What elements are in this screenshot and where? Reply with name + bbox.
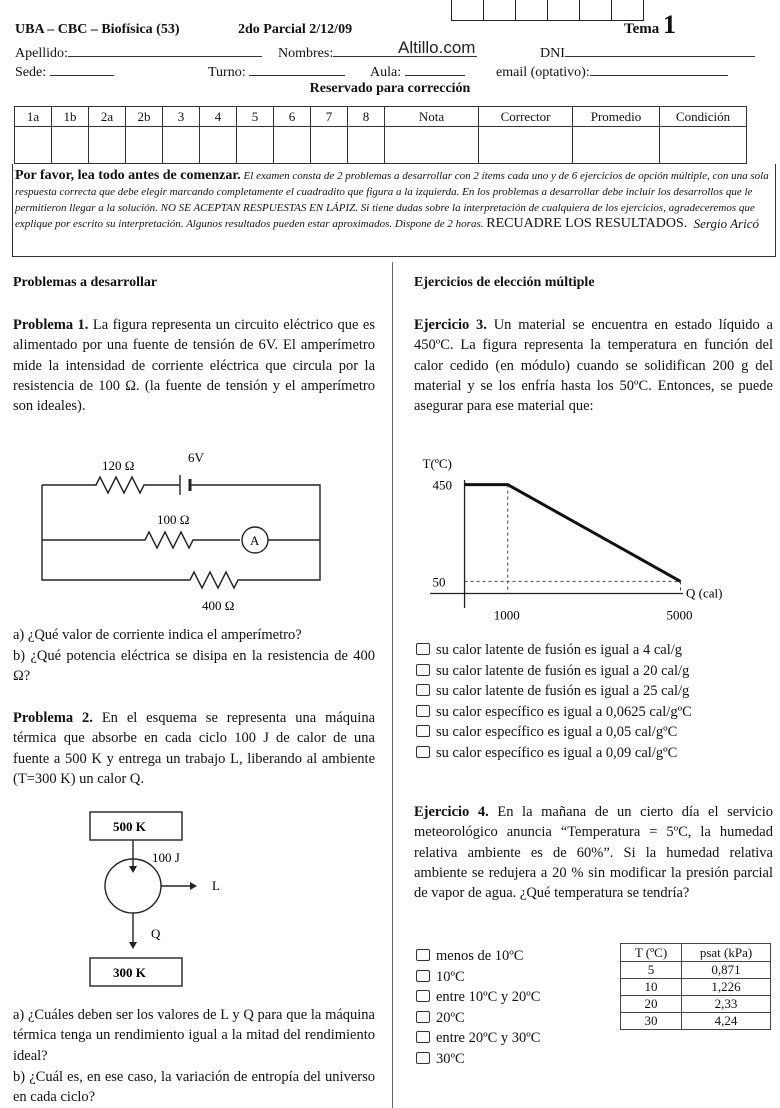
- option-label: menos de 10ºC: [436, 948, 524, 964]
- grade-col-promedio: Promedio: [573, 107, 660, 127]
- r1-label: 120 Ω: [102, 458, 135, 473]
- x-tick-label: 1000: [493, 607, 520, 620]
- cell: 1,226: [682, 979, 771, 996]
- tema-label: [624, 10, 676, 40]
- turno-field[interactable]: [208, 63, 345, 81]
- option-label: entre 20ºC y 30ºC: [436, 1030, 541, 1046]
- problem-2-label: Problema 2.: [13, 710, 93, 726]
- checkbox[interactable]: [416, 664, 430, 676]
- option-label: su calor específico es igual a 0,05 cal/gºC: [436, 724, 678, 740]
- col-psat: psat (kPa): [682, 944, 771, 962]
- problem-1-body: La figura representa un circuito eléctrico que es alimentado por una fuente de tensión de 6V. El amperímetro mide la intensidad de corriente eléctrica que circula por la resistencia de 100 Ω. (la fuente de tensión y el amperímetro son ideales).: [13, 317, 375, 415]
- e4-option-3[interactable]: [416, 987, 540, 1008]
- problem-2-body: En el esquema se representa una máquina térmica que absorbe en cada ciclo 100 J de calor de una fuente a 500 K y entrega un trabajo L, liberando al ambiente (T=300 K) un calor Q.: [13, 710, 375, 787]
- email-field[interactable]: [496, 63, 728, 81]
- grade-col-5: 5: [237, 107, 274, 127]
- heat-out-label: Q: [151, 926, 161, 941]
- instructions-body: El examen consta de 2 problemas a desarrollar con 2 ítems cada uno y de 6 ejercicios de opción múltiple, con una sola respuesta correcta que debe elegir marcando completamente el cuadradito que figura a la izquierda. En los problemas a desarrollar debe incluir los desarrollos que le permitieron llegar a la solución. NO SE ACEPTAN RESPUESTAS EN LÁPIZ. Si tiene dudas sobre la interpretación de cualquiera de los ejercicios, agradeceremos que explique por escrito su interpretación. Algunos resultados pueden estar aproximados. Dispone de 2 horas.: [15, 170, 769, 230]
- e4-option-5[interactable]: [416, 1028, 540, 1049]
- grades-header-row: [15, 107, 747, 127]
- cell: 10: [621, 979, 682, 996]
- col-temperature: T (ºC): [621, 944, 682, 962]
- checkbox[interactable]: [416, 746, 430, 758]
- e4-option-2[interactable]: [416, 967, 540, 988]
- grades-entry-row[interactable]: [15, 127, 747, 164]
- instructions-caps: RECUADRE LOS RESULTADOS.: [486, 216, 688, 231]
- e4-option-6[interactable]: [416, 1049, 540, 1070]
- e3-option-3[interactable]: [416, 681, 692, 702]
- column-divider: [392, 262, 393, 1108]
- table-row: [621, 996, 771, 1013]
- turno-label: Turno:: [208, 65, 246, 80]
- circuit-diagram: [30, 445, 330, 615]
- checkbox[interactable]: [416, 643, 430, 655]
- grade-col-2a: 2a: [89, 107, 126, 127]
- aula-field[interactable]: [370, 63, 465, 81]
- exam-date: 2do Parcial 2/12/09: [238, 22, 353, 37]
- email-label: email (optativo):: [496, 65, 590, 80]
- apellido-label: Apellido:: [15, 46, 68, 61]
- exercise-4-options: [416, 946, 540, 1069]
- problem-1-text: [13, 315, 375, 416]
- exercise-3-body: Un material se encuentra en estado líquido a 450ºC. La figura representa la temperatura en función del calor cedido (en módulo) cuando se solidifican 200 g del material y se los enfría hasta los 50ºC. Entonces, se puede asegurar para ese material que:: [414, 317, 773, 415]
- dni-field[interactable]: [540, 44, 755, 62]
- x-axis-label: Q (cal): [686, 585, 723, 601]
- e4-option-1[interactable]: [416, 946, 540, 967]
- e3-option-6[interactable]: [416, 743, 692, 764]
- exercise-4-body: En la mañana de un cierto día el servicio meteorológico anuncia “Temperatura = 5ºC, la humedad relativa ambiente es de 60%”. Si la humedad relativa ambiente se redujera a 20 % sin modificar la presión parcial de vapor de agua. ¿Qué temperatura se tendría?: [414, 804, 773, 902]
- x-tick-label: 5000: [666, 607, 693, 620]
- option-label: su calor latente de fusión es igual a 20 cal/g: [436, 662, 690, 679]
- r3-label: 400 Ω: [202, 598, 235, 613]
- e3-option-4[interactable]: [416, 702, 692, 723]
- y-axis-label: T(ºC): [422, 456, 452, 471]
- grade-col-6: 6: [274, 107, 311, 127]
- course-title: UBA – CBC – Biofísica (53): [15, 22, 180, 37]
- right-section-title: Ejercicios de elección múltiple: [414, 275, 595, 290]
- student-id-boxes[interactable]: [452, 0, 644, 20]
- checkbox[interactable]: [416, 970, 430, 982]
- cell: 20: [621, 996, 682, 1013]
- tema-number: 1: [663, 10, 677, 39]
- sede-field[interactable]: [15, 63, 114, 81]
- series-line: [465, 485, 681, 582]
- temperature-heat-chart: [410, 450, 740, 620]
- problem-1-question-a: a) ¿Qué valor de corriente indica el amperímetro?: [13, 627, 302, 643]
- checkbox[interactable]: [416, 1031, 430, 1043]
- cell: 0,871: [682, 962, 771, 979]
- grade-col-4: 4: [200, 107, 237, 127]
- problem-2-text: [13, 708, 375, 789]
- exercise-4-text: [414, 802, 773, 903]
- checkbox[interactable]: [416, 949, 430, 961]
- dni-label: DNI: [540, 46, 565, 61]
- tema-text: Tema: [624, 21, 660, 37]
- left-section-title: Problemas a desarrollar: [13, 275, 158, 290]
- cell: 30: [621, 1013, 682, 1030]
- problem-2-question-a: a) ¿Cuáles deben ser los valores de L y Q para que la máquina térmica tenga un rendimiento igual a la mitad del rendimiento ideal?: [13, 1007, 375, 1064]
- voltage-label: 6V: [188, 450, 204, 465]
- ammeter-label: A: [250, 533, 260, 548]
- checkbox[interactable]: [416, 1052, 430, 1064]
- cell: 5: [621, 962, 682, 979]
- option-label: 20ºC: [436, 1009, 465, 1026]
- instructions-lead: Por favor, lea todo antes de comenzar.: [15, 168, 241, 183]
- grade-col-1b: 1b: [52, 107, 89, 127]
- watermark-text: Altillo.com: [398, 38, 476, 57]
- grades-table: [14, 106, 747, 164]
- option-label: 10ºC: [436, 968, 465, 985]
- sede-label: Sede:: [15, 65, 47, 80]
- table-row: [621, 979, 771, 996]
- cell: 2,33: [682, 996, 771, 1013]
- option-label: su calor latente de fusión es igual a 25 cal/g: [436, 683, 690, 699]
- checkbox[interactable]: [416, 725, 430, 737]
- grade-col-3: 3: [163, 107, 200, 127]
- grade-col-1a: 1a: [15, 107, 52, 127]
- exercise-3-text: [414, 315, 773, 416]
- checkbox[interactable]: [416, 705, 430, 717]
- hot-source-label: 500 K: [113, 819, 146, 834]
- grade-col-nota: Nota: [385, 107, 479, 127]
- grade-col-8: 8: [348, 107, 385, 127]
- y-tick-label: 50: [432, 574, 446, 590]
- option-label: su calor latente de fusión es igual a 4 cal/g: [436, 642, 683, 658]
- grade-col-condicion: Condición: [660, 107, 747, 127]
- option-label: 30ºC: [436, 1050, 465, 1067]
- checkbox[interactable]: [416, 990, 430, 1002]
- exercise-3-label: Ejercicio 3.: [414, 317, 487, 333]
- vapor-pressure-table: [620, 943, 771, 1030]
- e3-option-5[interactable]: [416, 722, 692, 743]
- e3-option-1[interactable]: [416, 640, 692, 661]
- heat-in-label: 100 J: [152, 850, 180, 865]
- exercise-4-label: Ejercicio 4.: [414, 804, 489, 820]
- grade-col-7: 7: [311, 107, 348, 127]
- table-header-row: [621, 944, 771, 962]
- option-label: entre 10ºC y 20ºC: [436, 989, 541, 1005]
- r2-label: 100 Ω: [157, 512, 190, 527]
- option-label: su calor específico es igual a 0,0625 cal/gºC: [436, 703, 692, 720]
- apellido-field[interactable]: [15, 44, 262, 62]
- exercise-3-options: [416, 640, 692, 763]
- reserved-label: Reservado para corrección: [309, 81, 471, 96]
- heat-engine-diagram: [80, 806, 280, 992]
- table-row: [621, 1013, 771, 1030]
- checkbox[interactable]: [416, 684, 430, 696]
- table-row: [621, 962, 771, 979]
- cold-sink-label: 300 K: [113, 965, 146, 980]
- instructions-text: [15, 168, 773, 232]
- problem-2-question-b: b) ¿Cuál es, en ese caso, la variación de entropía del universo en cada ciclo?: [13, 1069, 375, 1106]
- e4-option-4[interactable]: [416, 1008, 540, 1029]
- option-label: su calor específico es igual a 0,09 cal/gºC: [436, 744, 678, 761]
- problem-1-label: Problema 1.: [13, 317, 89, 333]
- signature: Sergio Aricó: [693, 216, 759, 231]
- cell: 4,24: [682, 1013, 771, 1030]
- aula-label: Aula:: [370, 65, 402, 80]
- y-tick-label: 450: [432, 477, 453, 493]
- grade-col-2b: 2b: [126, 107, 163, 127]
- work-label: L: [212, 878, 220, 893]
- checkbox[interactable]: [416, 1011, 430, 1023]
- problem-1-question-b: b) ¿Qué potencia eléctrica se disipa en la resistencia de 400 Ω?: [13, 648, 375, 685]
- e3-option-2[interactable]: [416, 661, 692, 682]
- grade-col-corrector: Corrector: [479, 107, 573, 127]
- nombres-label: Nombres:: [278, 46, 334, 61]
